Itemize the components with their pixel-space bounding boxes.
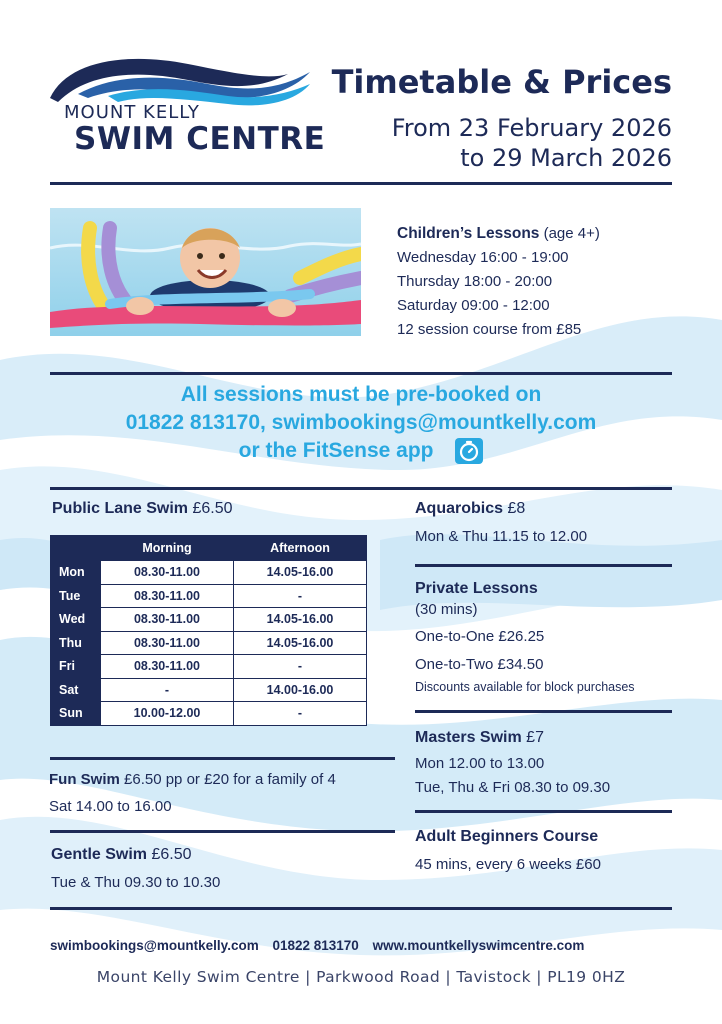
table-row	[51, 608, 367, 632]
fun-swim-title	[49, 771, 336, 788]
table-cell: 14.00-16.00	[234, 678, 367, 702]
table-day-cell: Fri	[51, 655, 101, 679]
table-header-cell: Afternoon	[234, 536, 367, 561]
private-discount-note: Discounts available for block purchases	[415, 680, 635, 694]
table-header-cell: Morning	[101, 536, 234, 561]
booking-line1: All sessions must be pre-booked on	[180, 383, 542, 406]
booking-line3: or the FitSense app	[238, 439, 434, 462]
table-row	[51, 655, 367, 679]
masters-time-2: Tue, Thu & Fri 08.30 to 09.30	[415, 779, 611, 796]
childrens-lessons	[397, 222, 697, 342]
child-swimming-photo	[50, 208, 361, 336]
lessons-title: Children’s Lessons	[397, 225, 540, 242]
aquarobics-price: £8	[507, 500, 526, 517]
adult-beginners-details: 45 mins, every 6 weeks £60	[415, 856, 601, 873]
footer-divider	[50, 907, 672, 910]
booking-divider	[50, 487, 672, 490]
lessons-age: (age 4+)	[543, 225, 600, 242]
header-divider	[50, 182, 672, 185]
table-cell: 08.30-11.00	[101, 561, 234, 585]
right-divider-3	[415, 810, 672, 813]
table-cell: 08.30-11.00	[101, 584, 234, 608]
table-cell: -	[234, 702, 367, 726]
public-lane-title	[52, 500, 233, 518]
table-day-cell: Thu	[51, 631, 101, 655]
fun-swim-time: Sat 14.00 to 16.00	[49, 798, 172, 815]
table-row	[51, 584, 367, 608]
date-to: to 29 March 2026	[460, 144, 672, 172]
left-divider-2	[50, 830, 395, 833]
logo-waves-icon	[48, 50, 328, 110]
table-row	[51, 561, 367, 585]
table-cell: -	[234, 584, 367, 608]
booking-notice	[60, 381, 662, 465]
adult-beginners-title: Adult Beginners Course	[415, 828, 599, 845]
footer-contact	[50, 938, 672, 953]
right-divider-2	[415, 710, 672, 713]
table-day-cell: Tue	[51, 584, 101, 608]
gentle-swim-time: Tue & Thu 09.30 to 10.30	[51, 874, 221, 891]
stopwatch-icon	[455, 438, 483, 464]
table-row	[51, 631, 367, 655]
aquarobics-name: Aquarobics	[415, 500, 504, 517]
table-cell: -	[101, 678, 234, 702]
gentle-swim-price: £6.50	[151, 846, 192, 863]
table-header-cell	[51, 536, 101, 561]
page-title: Timetable & Prices	[331, 63, 672, 101]
private-lessons-title: Private Lessons	[415, 580, 538, 597]
table-day-cell: Sat	[51, 678, 101, 702]
table-cell: 14.05-16.00	[234, 561, 367, 585]
public-lane-name: Public Lane Swim	[52, 500, 189, 517]
table-cell: 08.30-11.00	[101, 655, 234, 679]
table-header-row	[51, 536, 367, 561]
table-day-cell: Mon	[51, 561, 101, 585]
date-from: From 23 February 2026	[391, 114, 672, 142]
table-cell: 10.00-12.00	[101, 702, 234, 726]
lessons-session: Thursday 18:00 - 20:00	[397, 273, 553, 290]
table-cell: -	[234, 655, 367, 679]
table-row	[51, 678, 367, 702]
public-lane-price: £6.50	[192, 500, 233, 517]
public-lane-timetable	[50, 535, 367, 726]
lessons-session: Wednesday 16:00 - 19:00	[397, 249, 569, 266]
table-cell: 08.30-11.00	[101, 608, 234, 632]
logo-line2: SWIM CENTRE	[74, 121, 326, 157]
private-one-to-one: One-to-One £26.25	[415, 628, 545, 645]
left-divider-1	[50, 757, 395, 760]
footer-website-link[interactable]: www.mountkellyswimcentre.com	[372, 938, 585, 953]
lessons-course: 12 session course from £85	[397, 321, 582, 338]
logo	[48, 50, 328, 160]
table-cell: 08.30-11.00	[101, 631, 234, 655]
fun-swim-name: Fun Swim	[49, 771, 120, 788]
footer-address: Mount Kelly Swim Centre | Parkwood Road | Tavistock | PL19 0HZ	[96, 968, 626, 986]
table-day-cell: Wed	[51, 608, 101, 632]
right-divider-1	[415, 564, 672, 567]
aquarobics-title	[415, 500, 525, 518]
table-row	[51, 702, 367, 726]
fun-swim-price: £6.50 pp or £20 for a family of 4	[124, 771, 336, 788]
table-cell: 14.05-16.00	[234, 631, 367, 655]
masters-swim-title	[415, 729, 544, 747]
masters-swim-price: £7	[526, 729, 544, 746]
footer-phone: 01822 813170	[272, 938, 359, 953]
private-one-to-two: One-to-Two £34.50	[415, 656, 544, 673]
table-day-cell: Sun	[51, 702, 101, 726]
booking-line2: 01822 813170, swimbookings@mountkelly.com	[125, 411, 597, 434]
aquarobics-time: Mon & Thu 11.15 to 12.00	[415, 528, 588, 545]
gentle-swim-title	[51, 846, 192, 864]
table-cell: 14.05-16.00	[234, 608, 367, 632]
gentle-swim-name: Gentle Swim	[51, 846, 148, 863]
masters-time-1: Mon 12.00 to 13.00	[415, 755, 545, 772]
footer-email-link[interactable]: swimbookings@mountkelly.com	[50, 938, 259, 953]
private-lessons-subtitle: (30 mins)	[415, 601, 478, 618]
logo-line1: MOUNT KELLY	[64, 102, 200, 123]
masters-swim-name: Masters Swim	[415, 729, 522, 746]
lessons-session: Saturday 09:00 - 12:00	[397, 297, 550, 314]
lessons-divider	[50, 372, 672, 375]
